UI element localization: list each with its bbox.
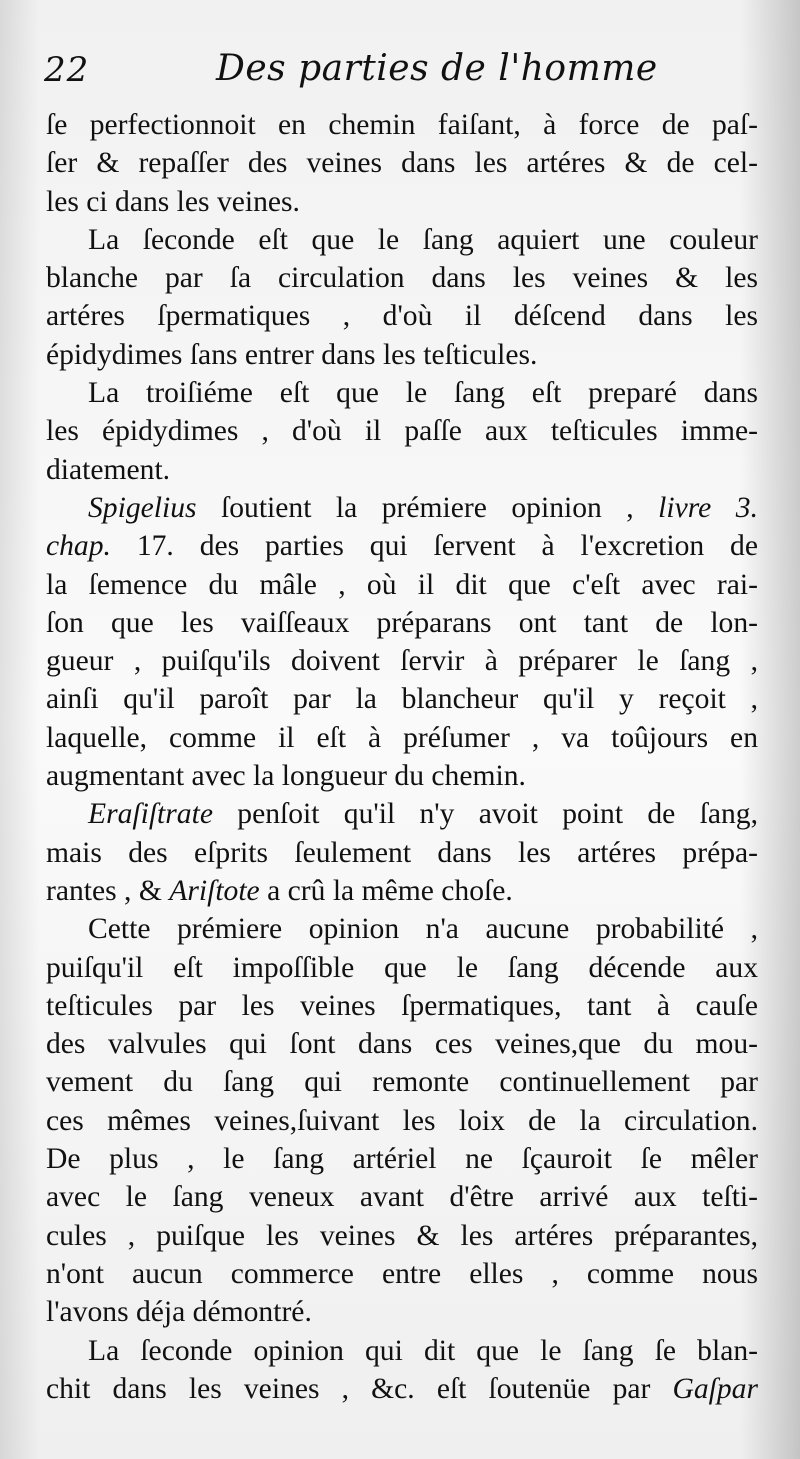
- text-line: blanche par ſa circulation dans les veines & les: [46, 262, 758, 295]
- text-line: ſon que les vaiſſeaux préparans ont tant de lon-: [46, 606, 758, 639]
- text-line: La ſeconde opinion qui dit que le ſang ſe blan-: [88, 1334, 758, 1367]
- text-line: ces mêmes veines,ſuivant les loix de la circulation.: [46, 1104, 758, 1137]
- paragraph: [46, 106, 758, 221]
- text-line: l'avons déja démontré.: [46, 1296, 312, 1329]
- text-line: chap. 17. des parties qui ſervent à l'excretion de: [46, 530, 758, 563]
- text-line: cules , puiſque les veines & les artéres préparantes,: [46, 1219, 758, 1252]
- text-line: ſer & repaſſer des veines dans les artéres & de cel-: [46, 147, 758, 180]
- text-line: teſticules par les veines ſpermatiques, tant à cauſe: [46, 989, 758, 1022]
- paragraph: [46, 1332, 758, 1409]
- text-line: la ſemence du mâle , où il dit que c'eſt avec rai-: [46, 568, 758, 601]
- text-line: diatement.: [46, 453, 171, 486]
- text-line: artéres ſpermatiques , d'où il déſcend dans les: [46, 300, 758, 333]
- paragraph: [46, 910, 758, 1331]
- text-line: Eraſiſtrate penſoit qu'il n'y avoit point de ſang,: [88, 798, 758, 831]
- text-line: épidydimes ſans entrer dans les teſticules.: [46, 338, 538, 371]
- text-line: ainſi qu'il paroît par la blancheur qu'il y reçoit ,: [46, 683, 758, 716]
- text-line: vement du ſang qui remonte continuellement par: [46, 1066, 758, 1099]
- text-line: La troiſiéme eſt que le ſang eſt preparé dans: [88, 377, 758, 410]
- text-line: La ſeconde eſt que le ſang aquiert une couleur: [88, 223, 758, 256]
- text-line: chit dans les veines , &c. eſt ſoutenüe par Gaſpar: [46, 1372, 758, 1405]
- text-line: des valvules qui ſont dans ces veines,que du mou-: [46, 1028, 758, 1061]
- running-title: Des parties de l'homme: [216, 48, 658, 89]
- paragraph: [46, 489, 758, 795]
- paragraph: [46, 374, 758, 489]
- text-line: laquelle, comme il eſt à préſumer , va toûjours en: [46, 721, 758, 754]
- text-line: mais des eſprits ſeulement dans les artéres prépa-: [46, 836, 758, 869]
- text-line: Spigelius ſoutient la prémiere opinion , livre 3.: [88, 491, 758, 524]
- text-line: avec le ſang veneux avant d'être arrivé aux teſti-: [46, 1181, 758, 1214]
- text-line: De plus , le ſang artériel ne ſçauroit ſe mêler: [46, 1143, 758, 1176]
- paragraph: [46, 221, 758, 374]
- text-line: augmentant avec la longueur du chemin.: [46, 760, 526, 793]
- text-line: les épidydimes , d'où il paſſe aux teſticules imme-: [46, 415, 758, 448]
- text-line: gueur , puiſqu'ils doivent ſervir à préparer le ſang ,: [46, 645, 758, 678]
- text-line: les ci dans les veines.: [46, 185, 300, 218]
- text-line: Cette prémiere opinion n'a aucune probabilité ,: [88, 913, 758, 946]
- text-line: puiſqu'il eſt impoſſible que le ſang décende aux: [46, 951, 758, 984]
- text-line: rantes , & Ariſtote a crû la même choſe.: [46, 874, 513, 907]
- text-line: ſe perfectionnoit en chemin faiſant, à force de paſ-: [46, 109, 758, 141]
- paragraph: [46, 795, 758, 910]
- page-number: 22: [44, 50, 90, 90]
- text-line: n'ont aucun commerce entre elles , comme nous: [46, 1257, 758, 1290]
- body-text: [46, 106, 758, 1408]
- page-header: [44, 44, 764, 104]
